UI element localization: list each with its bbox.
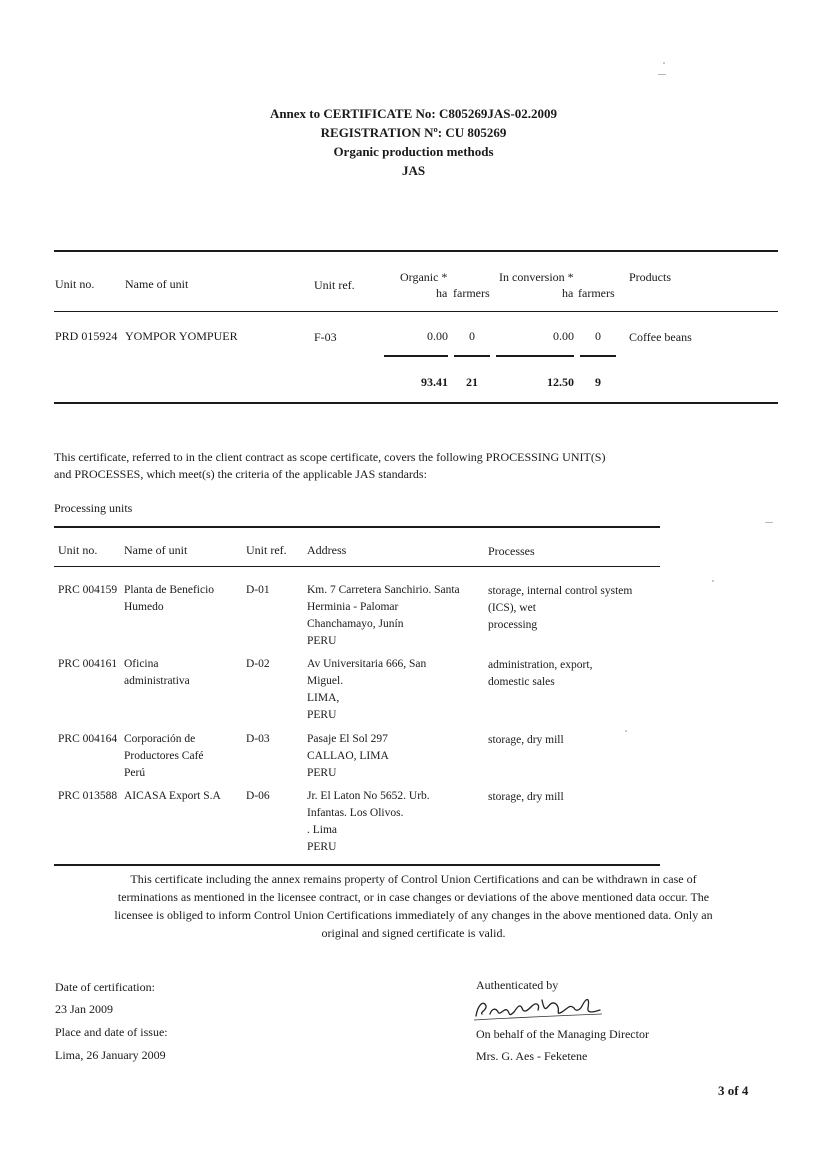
sum-rule-organic-farmers bbox=[454, 355, 490, 357]
col-header-name: Name of unit bbox=[125, 277, 189, 291]
scope-text-line-2: and PROCESSES, which meet(s) the criteria of the applicable JAS standards: bbox=[54, 467, 427, 481]
proc-row-address: Km. 7 Carretera Sanchirio. Santa Herminia - Palomar Chanchamayo, Junín PERU bbox=[307, 584, 460, 647]
proc-row-name: Planta de Beneficio Humedo bbox=[124, 584, 215, 613]
page-number: 3 of 4 bbox=[718, 1083, 749, 1098]
col-header-products: Products bbox=[629, 270, 671, 284]
sum-rule-organic-ha bbox=[384, 355, 448, 357]
proc-row-unit-no: PRC 013588 bbox=[58, 790, 118, 802]
total-conversion-farmers: 9 bbox=[595, 375, 601, 389]
proc-col-header-processes: Processes bbox=[488, 544, 535, 558]
proc-col-header-unit-no: Unit no. bbox=[58, 543, 98, 557]
authenticated-by-label: Authenticated by bbox=[476, 978, 559, 992]
table-top-rule bbox=[54, 250, 778, 252]
scan-speck bbox=[765, 522, 773, 523]
proc-row-unit-no: PRC 004159 bbox=[58, 584, 118, 596]
place-of-issue-label: Place and date of issue: bbox=[55, 1025, 168, 1039]
processing-header-rule bbox=[54, 566, 660, 567]
date-of-certification-label: Date of certification: bbox=[55, 980, 155, 994]
proc-row-unit-ref: D-03 bbox=[246, 733, 270, 745]
production-method: Organic production methods bbox=[333, 144, 494, 159]
scan-speck bbox=[625, 730, 627, 732]
scan-speck bbox=[663, 62, 665, 64]
notice-line-3: licensee is obliged to inform Control Union Certifications immediately of any changes in the above mentioned data. Only an bbox=[114, 908, 713, 922]
total-organic-farmers: 21 bbox=[466, 375, 478, 389]
sub-header-conversion-ha: ha bbox=[562, 286, 574, 300]
table-header-rule bbox=[54, 311, 778, 312]
total-organic-ha: 93.41 bbox=[421, 375, 448, 389]
table-bottom-rule bbox=[54, 402, 778, 404]
col-header-organic: Organic * bbox=[400, 270, 448, 284]
date-of-certification-value: 23 Jan 2009 bbox=[55, 1002, 113, 1016]
row-conversion-farmers: 0 bbox=[595, 329, 601, 343]
notice-line-1: This certificate including the annex remains property of Control Union Certifications and can be withdrawn in case of bbox=[130, 872, 697, 886]
proc-row-processes: storage, dry mill bbox=[488, 791, 564, 803]
proc-row-unit-no: PRC 004161 bbox=[58, 658, 118, 670]
signature-image bbox=[470, 990, 610, 1028]
proc-col-header-name: Name of unit bbox=[124, 543, 188, 557]
proc-row-name: AICASA Export S.A bbox=[124, 790, 221, 802]
proc-row-address: Jr. El Laton No 5652. Urb. Infantas. Los Olivos. . Lima PERU bbox=[307, 790, 430, 853]
row-products: Coffee beans bbox=[629, 330, 692, 344]
row-unit-no: PRD 015924 bbox=[55, 329, 118, 343]
place-of-issue-value: Lima, 26 January 2009 bbox=[55, 1048, 166, 1062]
proc-row-name: Corporación de Productores Café Perú bbox=[124, 733, 204, 779]
row-name: YOMPOR YOMPUER bbox=[125, 329, 238, 343]
proc-row-unit-no: PRC 004164 bbox=[58, 733, 118, 745]
scan-speck bbox=[658, 74, 666, 75]
row-organic-farmers: 0 bbox=[469, 329, 475, 343]
proc-row-address: Av Universitaria 666, San Miguel. LIMA, PERU bbox=[307, 658, 427, 721]
sub-header-organic-ha: ha bbox=[436, 286, 448, 300]
total-conversion-ha: 12.50 bbox=[547, 375, 574, 389]
row-organic-ha: 0.00 bbox=[427, 329, 448, 343]
scope-text-line-1: This certificate, referred to in the client contract as scope certificate, covers the following PROCESSING UNIT(S) bbox=[54, 450, 606, 464]
proc-col-header-address: Address bbox=[307, 543, 347, 557]
processing-top-rule bbox=[54, 526, 660, 528]
sub-header-organic-farmers: farmers bbox=[453, 286, 490, 300]
sum-rule-conversion-farmers bbox=[580, 355, 616, 357]
proc-row-processes: storage, dry mill bbox=[488, 734, 564, 746]
proc-row-processes: administration, export, domestic sales bbox=[488, 659, 593, 688]
row-conversion-ha: 0.00 bbox=[553, 329, 574, 343]
sum-rule-conversion-ha bbox=[496, 355, 574, 357]
registration-number: REGISTRATION Nº: CU 805269 bbox=[320, 125, 507, 140]
row-unit-ref: F-03 bbox=[314, 330, 337, 344]
signer-name: Mrs. G. Aes - Feketene bbox=[476, 1049, 588, 1063]
standard-name: JAS bbox=[401, 163, 426, 178]
processing-units-title: Processing units bbox=[54, 501, 133, 515]
proc-row-unit-ref: D-06 bbox=[246, 790, 270, 802]
proc-row-address: Pasaje El Sol 297 CALLAO, LIMA PERU bbox=[307, 733, 389, 779]
sub-header-conversion-farmers: farmers bbox=[578, 286, 615, 300]
scan-speck bbox=[712, 580, 714, 582]
notice-line-2: terminations as mentioned in the licensee contract, or in case changes or deviations of the above mentioned data occur. The bbox=[117, 890, 710, 904]
proc-row-unit-ref: D-02 bbox=[246, 658, 270, 670]
col-header-unit-ref: Unit ref. bbox=[314, 278, 355, 292]
processing-bottom-rule bbox=[54, 864, 660, 866]
col-header-conversion: In conversion * bbox=[499, 270, 574, 284]
on-behalf-text: On behalf of the Managing Director bbox=[476, 1027, 649, 1041]
col-header-unit-no: Unit no. bbox=[55, 277, 95, 291]
proc-row-name: Oficina administrativa bbox=[124, 658, 190, 687]
proc-col-header-unit-ref: Unit ref. bbox=[246, 543, 287, 557]
proc-row-unit-ref: D-01 bbox=[246, 584, 270, 596]
certificate-annex-title: Annex to CERTIFICATE No: C805269JAS-02.2009 bbox=[269, 106, 558, 121]
proc-row-processes: storage, internal control system (ICS), wet processing bbox=[488, 585, 633, 631]
notice-line-4: original and signed certificate is valid. bbox=[321, 926, 506, 940]
